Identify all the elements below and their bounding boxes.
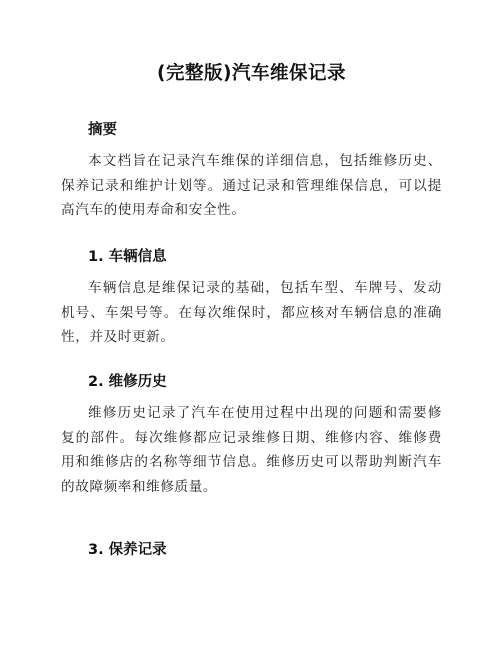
abstract-section bbox=[61, 119, 442, 223]
vehicle-info-section bbox=[61, 246, 442, 350]
repair-history-paragraph: 维修历史记录了汽车在使用过程中出现的问题和需要修复的部件。每次维修都应记录维修日期、维修内容、维修费用和维修店的名称等细节信息。维修历史可以帮助判断汽车的故障频率和维修质量。 bbox=[61, 405, 442, 495]
repair-history-section bbox=[61, 371, 442, 499]
vehicle-info-paragraph: 车辆信息是维保记录的基础，包括车型、车牌号、发动机号、车架号等。在每次维保时，都应核对车辆信息的准确性，并及时更新。 bbox=[61, 280, 442, 345]
maintenance-record-heading: 3. 保养记录 bbox=[88, 542, 167, 558]
abstract-heading: 摘要 bbox=[88, 122, 117, 138]
abstract-paragraph: 本文档旨在记录汽车维保的详细信息，包括维修历史、保养记录和维护计划等。通过记录和管理维保信息，可以提高汽车的使用寿命和安全性。 bbox=[61, 153, 442, 218]
vehicle-info-heading: 1. 车辆信息 bbox=[88, 249, 167, 265]
repair-history-heading: 2. 维修历史 bbox=[88, 374, 167, 390]
maintenance-record-section bbox=[61, 539, 442, 561]
document-title: (完整版)汽车维保记录 bbox=[157, 63, 346, 84]
